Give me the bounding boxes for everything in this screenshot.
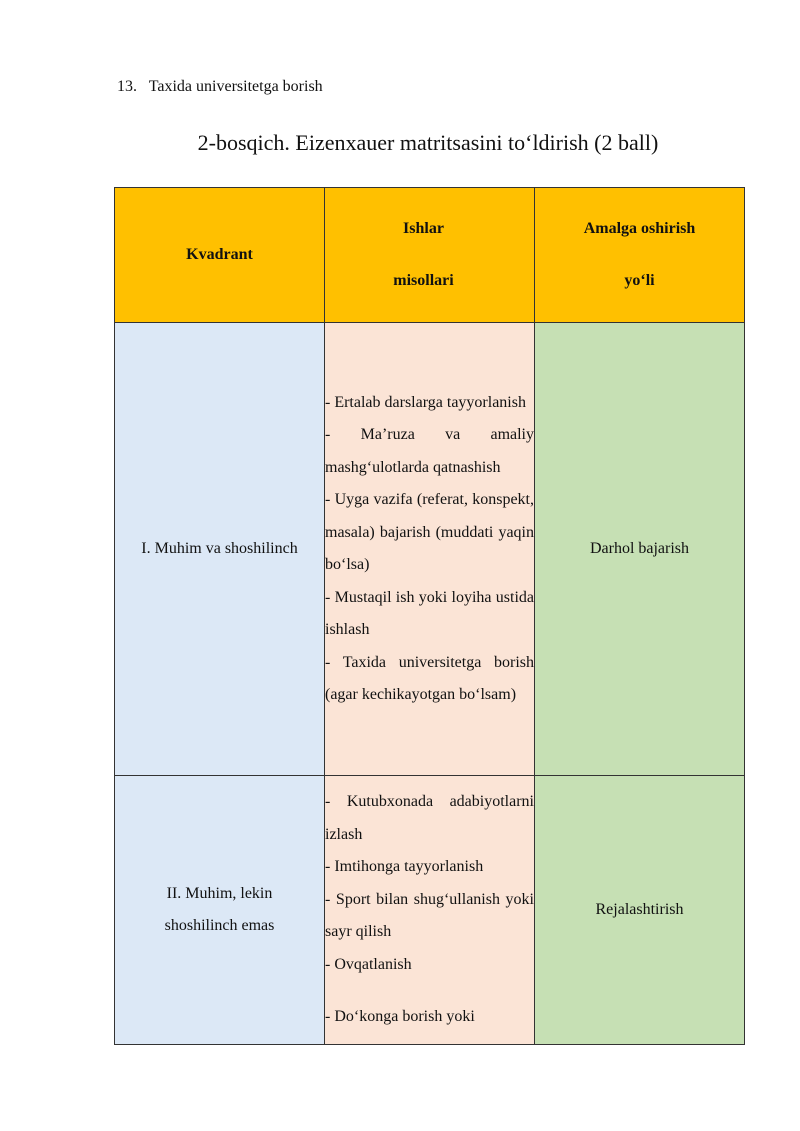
task-item: - Uyga vazifa (referat, konspekt, masala) bajarish (muddati yaqin bo‘lsa) bbox=[325, 491, 534, 573]
section-heading: 2-bosqich. Eizenxauer matritsasini to‘ldirish (2 ball) bbox=[197, 130, 659, 155]
quadrant-cell bbox=[115, 323, 325, 776]
method-label: Rejalashtirish bbox=[595, 901, 684, 918]
task-item: - Do‘konga borish yoki bbox=[325, 1008, 475, 1026]
task-item: - Ma’ruza va amaliy mashg‘ulotlarda qatnashish bbox=[325, 426, 534, 476]
list-text: Taxida universitetga borish bbox=[148, 78, 323, 95]
header-row bbox=[115, 188, 745, 323]
header-kvadrant: Kvadrant bbox=[115, 188, 325, 323]
method-cell bbox=[535, 776, 745, 1045]
table-row bbox=[115, 323, 745, 776]
task-item: - Mustaqil ish yoki loyiha ustida ishlash bbox=[325, 588, 534, 638]
quadrant-label: shoshilinch emas bbox=[164, 917, 275, 934]
list-number: 13. bbox=[117, 78, 137, 95]
task-item: - Sport bilan shug‘ullanish yoki sayr qilish bbox=[325, 890, 534, 941]
table-row bbox=[115, 776, 745, 1045]
eisenhower-matrix-table bbox=[114, 187, 745, 1045]
quadrant-label: I. Muhim va shoshilinch bbox=[141, 540, 298, 557]
header-amalga-oshirish: Amalga oshirish yo‘li bbox=[535, 188, 745, 323]
list-item-13 bbox=[117, 77, 323, 97]
header-ishlar-misollari: Ishlar misollari bbox=[325, 188, 535, 323]
method-cell bbox=[535, 323, 745, 776]
tasks-cell bbox=[325, 776, 535, 1045]
task-item: - Taxida universitetga borish (agar kechikayotgan bo‘lsam) bbox=[325, 653, 534, 703]
quadrant-cell bbox=[115, 776, 325, 1045]
tasks-cell bbox=[325, 323, 535, 776]
task-item: - Ovqatlanish bbox=[325, 955, 412, 973]
method-label: Darhol bajarish bbox=[589, 540, 690, 557]
quadrant-label: II. Muhim, lekin bbox=[166, 885, 273, 902]
task-item: - Imtihonga tayyorlanish bbox=[325, 858, 484, 876]
task-item: - Ertalab darslarga tayyorlanish bbox=[325, 393, 526, 411]
task-item: - Kutubxonada adabiyotlarni izlash bbox=[325, 793, 534, 843]
